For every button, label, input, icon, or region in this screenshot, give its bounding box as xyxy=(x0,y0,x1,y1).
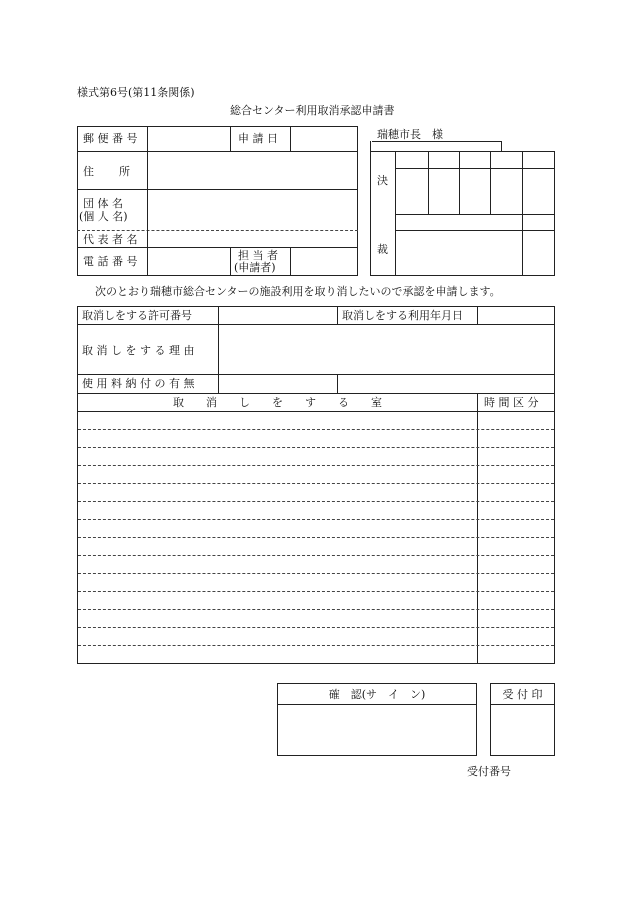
rooms-entry-area[interactable] xyxy=(78,412,476,663)
fee-paid-field[interactable] xyxy=(219,375,336,392)
form-number: 様式第6号(第11条関係) xyxy=(77,86,195,99)
fee-paid-label: 使 用 料 納 付 の 有 無 xyxy=(82,377,195,390)
individual-name-label: (個 人 名) xyxy=(79,210,128,223)
address-label: 住 所 xyxy=(83,165,131,178)
person-in-charge-label: 担 当 者 xyxy=(238,249,278,262)
phone-field[interactable] xyxy=(148,248,229,275)
representative-label: 代 表 者 名 xyxy=(83,233,138,246)
phone-label: 電 話 番 号 xyxy=(83,255,138,268)
postal-code-label: 郵 便 番 号 xyxy=(83,132,138,145)
postal-code-field[interactable] xyxy=(148,127,229,150)
usage-date-field[interactable] xyxy=(478,307,554,323)
confirmation-signature-field[interactable] xyxy=(278,705,476,755)
group-name-label: 団 体 名 xyxy=(83,197,123,210)
application-date-label: 申 請 日 xyxy=(238,132,278,145)
reason-field[interactable] xyxy=(219,325,554,373)
addressee: 瑞穂市長 様 xyxy=(377,128,443,141)
receipt-number-label: 受付番号 xyxy=(467,765,511,778)
representative-field[interactable] xyxy=(148,231,357,246)
time-slot-label: 時 間 区 分 xyxy=(484,396,539,409)
permit-number-field[interactable] xyxy=(219,307,336,323)
usage-date-label: 取消しをする利用年月日 xyxy=(342,309,463,322)
permit-number-label: 取消しをする許可番号 xyxy=(82,309,192,322)
application-date-field[interactable] xyxy=(291,127,357,150)
rooms-label: 取 消 し を す る 室 xyxy=(173,396,382,409)
reason-label: 取 消 し を す る 理 由 xyxy=(82,344,195,357)
group-name-field[interactable] xyxy=(148,190,357,229)
decision-label-1: 決 xyxy=(377,174,388,187)
applicant-sub-label: (申請者) xyxy=(234,261,276,274)
confirmation-label: 確 認(サ イ ン) xyxy=(328,688,426,701)
time-slot-entry-area[interactable] xyxy=(478,412,554,663)
decision-label-2: 裁 xyxy=(377,243,388,256)
address-field[interactable] xyxy=(148,152,357,188)
form-title: 総合センター利用取消承認申請書 xyxy=(230,104,395,117)
receipt-stamp-label: 受 付 印 xyxy=(502,688,543,701)
receipt-stamp-field[interactable] xyxy=(491,705,554,755)
person-in-charge-field[interactable] xyxy=(291,248,357,275)
statement: 次のとおり瑞穂市総合センターの施設利用を取り消したいので承認を申請します。 xyxy=(95,285,501,298)
